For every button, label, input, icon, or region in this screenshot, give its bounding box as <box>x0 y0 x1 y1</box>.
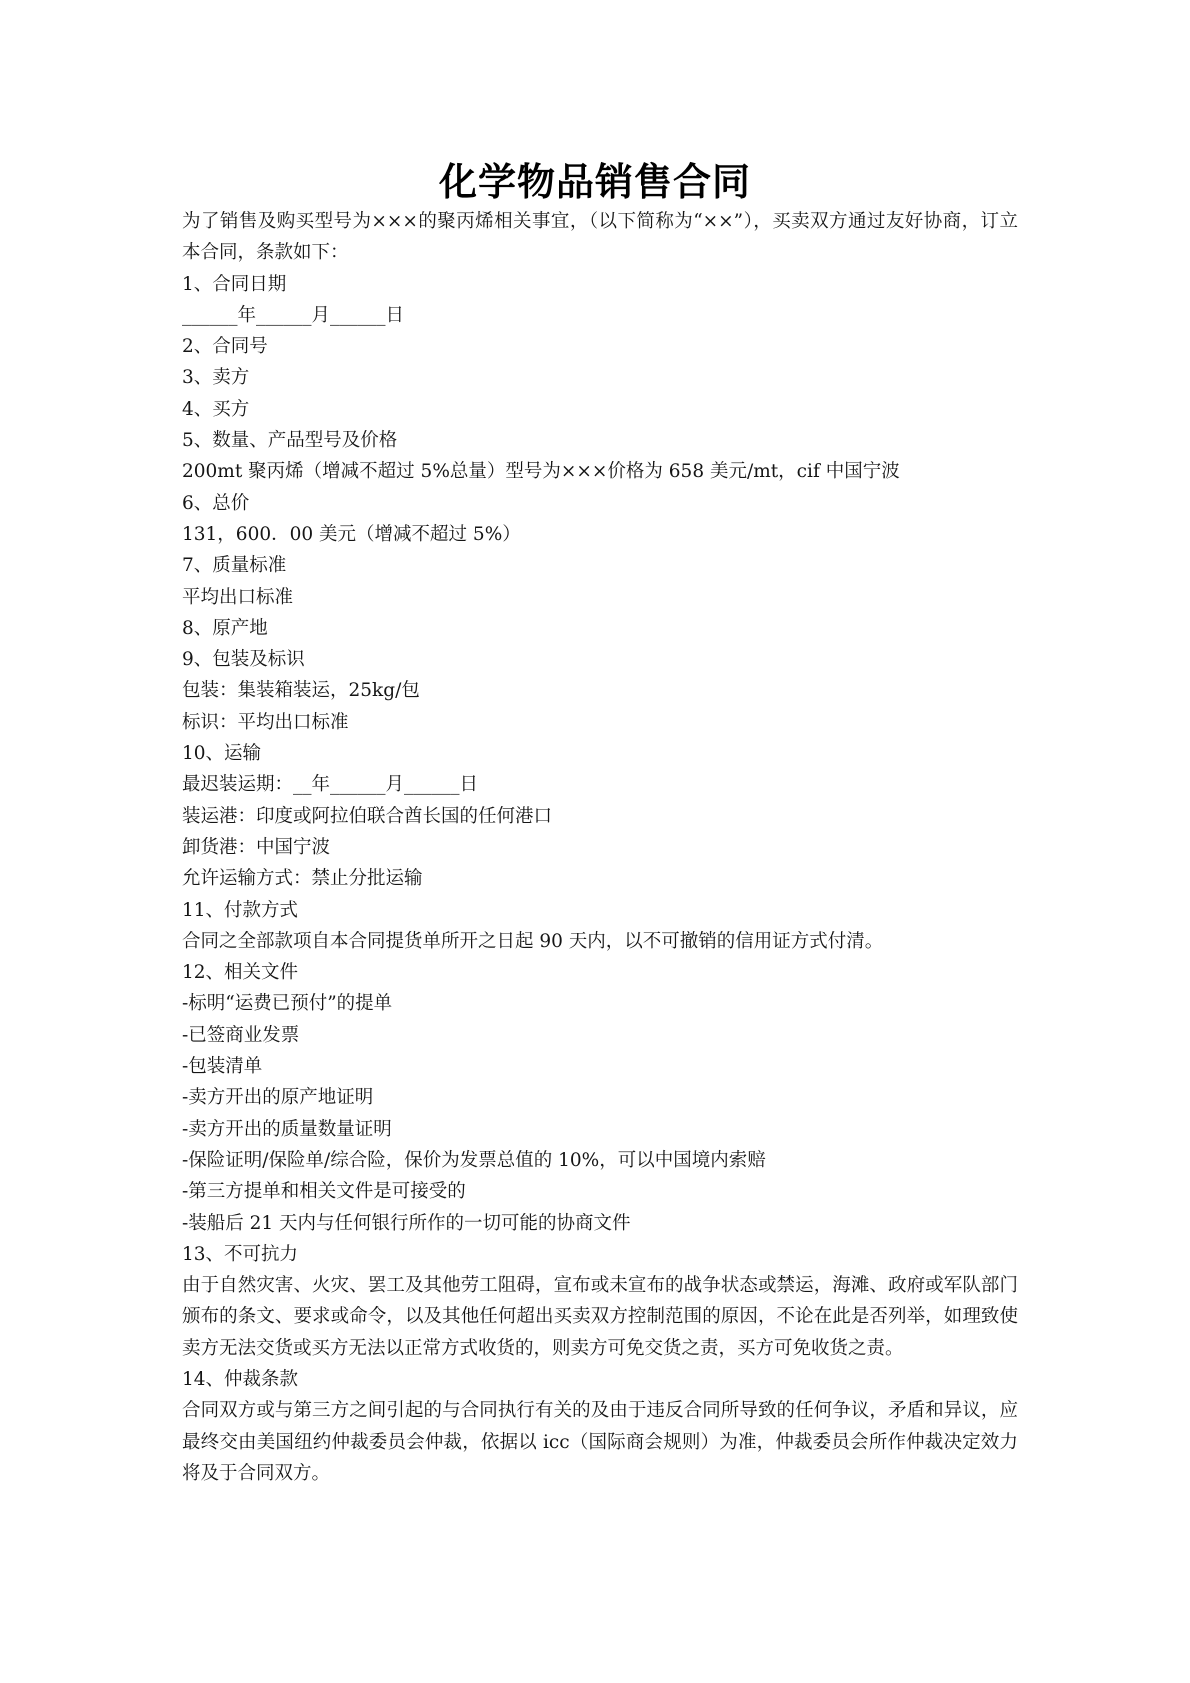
document-list-item: -卖方开出的原产地证明 <box>182 1087 374 1109</box>
force-majeure-paragraph: 由于自然灾害、火灾、罢工及其他劳工阻碍，宣布或未宣布的战争状态或禁运，海滩、政府或军队部门颁布的条文、要求或命令，以及其他任何超出买卖双方控制范围的原因，不论在此是否列举，如理致使卖方无法交货或买方无法以正常方式收货的，则卖方可免交货之责，买方可免收货之责。 <box>182 1275 1018 1359</box>
document-list-item: -第三方提单和相关文件是可接受的 <box>182 1181 466 1203</box>
section-heading-documents: 12、相关文件 <box>182 962 299 984</box>
shipment-mode: 允许运输方式：禁止分批运输 <box>182 868 423 890</box>
quantity-price-text: 200mt 聚丙烯（增减不超过 5%总量）型号为×××价格为 658 美元/mt，cif 中国宁波 <box>182 461 900 483</box>
section-heading-total-price: 6、总价 <box>182 492 250 514</box>
section-heading-buyer: 4、买方 <box>182 398 250 420</box>
latest-shipment-date: 最迟装运期：__年______月______日 <box>182 774 479 796</box>
section-heading-seller: 3、卖方 <box>182 367 250 389</box>
quality-text: 平均出口标准 <box>182 586 294 608</box>
loading-port: 装运港：印度或阿拉伯联合酋长国的任何港口 <box>182 805 553 827</box>
section-heading-contract-number: 2、合同号 <box>182 336 268 358</box>
packing-text: 包装：集装箱装运，25kg/包 <box>182 680 420 702</box>
section-heading-payment: 11、付款方式 <box>182 899 299 921</box>
document-list-item: -卖方开出的质量数量证明 <box>182 1118 392 1140</box>
document-list-item: -装船后 21 天内与任何银行所作的一切可能的协商文件 <box>182 1212 631 1234</box>
document-list-item: -已签商业发票 <box>182 1024 300 1046</box>
discharge-port: 卸货港：中国宁波 <box>182 836 331 858</box>
section-heading-packing: 9、包装及标识 <box>182 649 305 671</box>
payment-text: 合同之全部款项自本合同提货单所开之日起 90 天内，以不可撤销的信用证方式付清。 <box>182 930 884 952</box>
contract-date-blank: ______年______月______日 <box>182 304 405 326</box>
section-heading-quality: 7、质量标准 <box>182 555 287 577</box>
section-heading-arbitration: 14、仲裁条款 <box>182 1368 299 1390</box>
intro-paragraph: 为了销售及购买型号为×××的聚丙烯相关事宜，（以下简称为“××”），买卖双方通过友好协商，订立本合同，条款如下： <box>182 211 1018 264</box>
marking-text: 标识：平均出口标准 <box>182 711 349 733</box>
section-heading-quantity-price: 5、数量、产品型号及价格 <box>182 430 398 452</box>
document-list-item: -保险证明/保险单/综合险，保价为发票总值的 10%，可以中国境内索赔 <box>182 1149 766 1171</box>
document-list-item: -标明“运费已预付”的提单 <box>182 993 393 1015</box>
section-heading-date: 1、合同日期 <box>182 273 287 295</box>
total-price-text: 131，600．00 美元（增减不超过 5%） <box>182 523 521 545</box>
document-title: 化学物品销售合同 <box>438 160 751 204</box>
arbitration-paragraph: 合同双方或与第三方之间引起的与合同执行有关的及由于违反合同所导致的任何争议，矛盾和异议，应最终交由美国纽约仲裁委员会仲裁，依据以 icc（国际商会规则）为准，仲裁委员会所作仲裁决定效力将及于合同双方。 <box>182 1400 1018 1484</box>
section-heading-origin: 8、原产地 <box>182 617 268 639</box>
section-heading-force-majeure: 13、不可抗力 <box>182 1243 299 1265</box>
document-list-item: -包装清单 <box>182 1056 263 1078</box>
section-heading-shipment: 10、运输 <box>182 743 262 765</box>
document-body <box>182 206 1018 1489</box>
